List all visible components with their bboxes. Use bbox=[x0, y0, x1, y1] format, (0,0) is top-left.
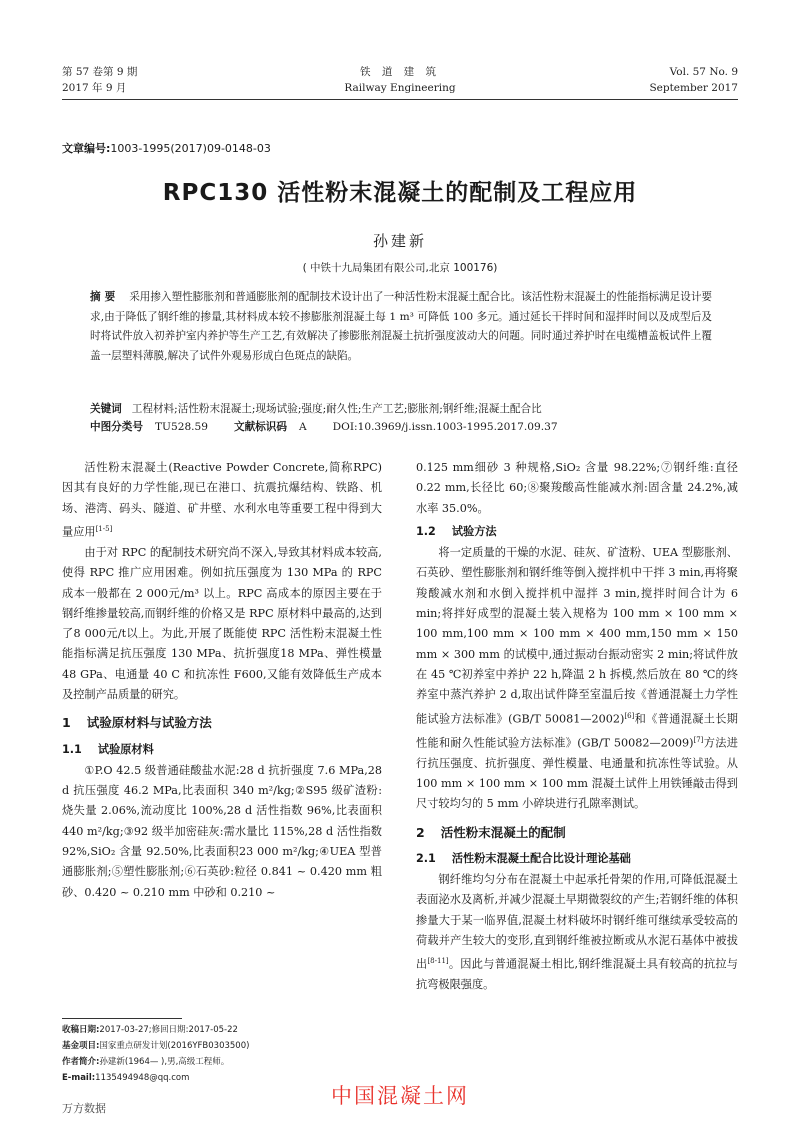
section-1-2-heading: 1.2 试验方法 bbox=[416, 524, 497, 538]
footnote-author: 作者简介:孙建新(1964— ),男,高级工程师。 bbox=[62, 1057, 230, 1067]
paper-title: RPC130 活性粉末混凝土的配制及工程应用 bbox=[162, 180, 638, 206]
doc-code-label: 文献标识码 bbox=[234, 421, 287, 433]
intro-paragraph-2: 由于对 RPC 的配制技术研究尚不深入,导致其材料成本较高,使得 RPC 推广应用困难。例如抗压强度为 130 MPa 的 RPC 成本一般都在 2 000元/m³ 以上。RPC 高成本的原因主要在于钢纤维掺量较高,而钢纤维的价格又是 RPC 原材料中最高的,达到了8 000元/t以上。为此,开展了既能使 RPC 活性粉末混凝土性能指标满足抗压强度 130 MPa、抗折强度18 MPa、弹性模量 48 GPa、电通量 40 C 和抗冻性 F600,又能有效降低生产成本及控制产品质量的研究。 bbox=[62, 545, 382, 701]
method-paragraph: 将一定质量的干燥的水泥、硅灰、矿渣粉、UEA 型膨胀剂、石英砂、塑性膨胀剂和钢纤维等倒入搅拌机中干拌 3 min,再将聚羧酸减水剂和水倒入搅拌机中湿拌 3 min,搅拌时间合计为 6 min;将拌好成型的混凝土装入规格为 100 mm × 100 mm × 100 mm,100 mm × 100 mm × 400 mm,150 mm × 150 mm × 300 mm 的试模中,通过振动台振动密实 2 min;将试件放在 45 ℃初养室中养护 22 h,降温 2 h 拆模,然后放在 80 ℃的终养室中蒸汽养护 2 d,取出试件降至室温后按《普通混凝土力学性能试验方法标准》(GB/T 50081—2002)[6]和《普通混凝土长期性能和耐久性能试验方法标准》(GB/T 50082—2009)[7]方法进行抗压强度、抗折强度、弹性模量、电通量和抗冻性等试验。从 100 mm × 100 mm × 100 mm 混凝土试件上用铁锤敲击得到尺寸较均匀的 5 mm 小碎块进行孔隙率测试。 bbox=[416, 546, 738, 811]
abstract-label: 摘要 bbox=[90, 291, 120, 303]
footnote-divider bbox=[62, 1018, 182, 1019]
theory-paragraph: 钢纤维均匀分布在混凝土中起承托骨架的作用,可降低混凝土表面泌水及离析,并减少混凝土早期微裂纹的产生;若钢纤维的体积掺量大于某一临界值,混凝土材料破坏时钢纤维可继续承受较高的荷载并产生较大的变形,直到钢纤维被拉断或从水泥石基体中被拔出[8-11]。因此与普通混凝土相比,钢纤维混凝土具有较高的抗拉与抗弯极限强度。 bbox=[416, 873, 738, 992]
header-divider bbox=[62, 99, 738, 100]
article-number bbox=[62, 140, 271, 156]
article-number-label: 文章编号: bbox=[62, 142, 111, 155]
keywords-text: 工程材料;活性粉末混凝土;现场试验;强度;耐久性;生产工艺;膨胀剂;钢纤维;混凝土配合比 bbox=[131, 403, 542, 415]
header-date-en: September 2017 bbox=[649, 82, 738, 94]
header-volume: 第 57 卷第 9 期 bbox=[62, 66, 138, 78]
keywords bbox=[90, 400, 712, 418]
footnote-fund: 基金项目:国家重点研发计划(2016YFB0303500) bbox=[62, 1041, 250, 1051]
section-1-1-heading: 1.1 试验原材料 bbox=[62, 742, 154, 756]
journal-name-cn: 铁 道 建 筑 bbox=[359, 66, 440, 78]
citation: [7] bbox=[693, 735, 704, 744]
section-2-heading: 2 活性粉末混凝土的配制 bbox=[416, 824, 566, 840]
author-affiliation: ( 中铁十九局集团有限公司,北京 100176) bbox=[302, 262, 498, 274]
abstract bbox=[90, 288, 712, 366]
body-right-column bbox=[416, 458, 738, 996]
footnote-email: E-mail:1135494948@qq.com bbox=[62, 1073, 190, 1083]
header-volume-issue-en bbox=[649, 64, 738, 96]
section-2-1-heading: 2.1 活性粉末混凝土配合比设计理论基础 bbox=[416, 851, 631, 865]
doc-code-value: A bbox=[299, 421, 307, 433]
paper-author: 孙建新 bbox=[372, 232, 427, 250]
keywords-label: 关键词 bbox=[90, 403, 122, 415]
footnote-received: 收稿日期:2017-03-27;修回日期:2017-05-22 bbox=[62, 1025, 238, 1035]
site-watermark: 中国混凝土网 bbox=[331, 1084, 469, 1108]
doi: DOI:10.3969/j.issn.1003-1995.2017.09.37 bbox=[332, 421, 558, 433]
materials-paragraph: ①P.O 42.5 级普通硅酸盐水泥:28 d 抗折强度 7.6 MPa,28 d 抗压强度 46.2 MPa,比表面积 340 m²/kg;②S95 级矿渣粉:烧失量 2.06%,流动度比 100%,28 d 活性指数 96%,比表面积 440 m²/kg;③92 级半加密硅灰:需水量比 115%,28 d 活性指数 92%,SiO₂ 含量 92.50%,比表面积23 000 m²/kg;④UEA 型普通膨胀剂;⑤塑性膨胀剂;⑥石英砂:粒径 0.841 ~ 0.420 mm 粗砂、0.420 ~ 0.210 mm 中砂和 0.210 ~ bbox=[62, 763, 382, 899]
abstract-text: 采用掺入塑性膨胀剂和普通膨胀剂的配制技术设计出了一种活性粉末混凝土配合比。该活性粉末混凝土的性能指标满足设计要求,由于降低了钢纤维的掺量,其材料成本较不掺膨胀剂混凝土每 1 m³ 可降低 100 多元。通过延长干拌时间和湿拌时间以及成型后及时将试件放入初养护室内养护等生产工艺,有效解决了掺膨胀剂混凝土抗折强度波动大的问题。同时通过养护时在电缆槽盖板试件上覆盖一层塑料薄膜,解决了试件外观易形成白色斑点的缺陷。 bbox=[90, 291, 713, 362]
clc-label: 中图分类号 bbox=[90, 421, 143, 433]
citation: [1-5] bbox=[95, 524, 113, 533]
article-number-value: 1003-1995(2017)09-0148-03 bbox=[110, 142, 271, 155]
footnotes bbox=[62, 1022, 392, 1086]
materials-paragraph-continued: 0.125 mm细砂 3 种规格,SiO₂ 含量 98.22%;⑦钢纤维:直径 0.22 mm,长径比 60;⑧聚羧酸高性能减水剂:固含量 24.2%,减水率 35.0%。 bbox=[416, 461, 738, 515]
database-watermark: 万方数据 bbox=[62, 1102, 106, 1115]
header-date: 2017 年 9 月 bbox=[62, 82, 127, 94]
body-left-column bbox=[62, 458, 382, 903]
section-1-heading: 1 试验原材料与试验方法 bbox=[62, 715, 212, 731]
citation: [6] bbox=[624, 711, 635, 720]
classification-line bbox=[90, 418, 712, 436]
intro-paragraph-1: 活性粉末混凝土(Reactive Powder Concrete,简称RPC)因其有良好的力学性能,现已在港口、抗震抗爆结构、铁路、机场、港湾、码头、隧道、矿井壁、水利水电等重要工程中得到大量应用[1-5] bbox=[62, 461, 382, 539]
citation: [8-11] bbox=[427, 957, 449, 966]
header-volume-en: Vol. 57 No. 9 bbox=[669, 66, 738, 78]
journal-name-en: Railway Engineering bbox=[344, 82, 456, 94]
clc-value: TU528.59 bbox=[154, 421, 209, 433]
